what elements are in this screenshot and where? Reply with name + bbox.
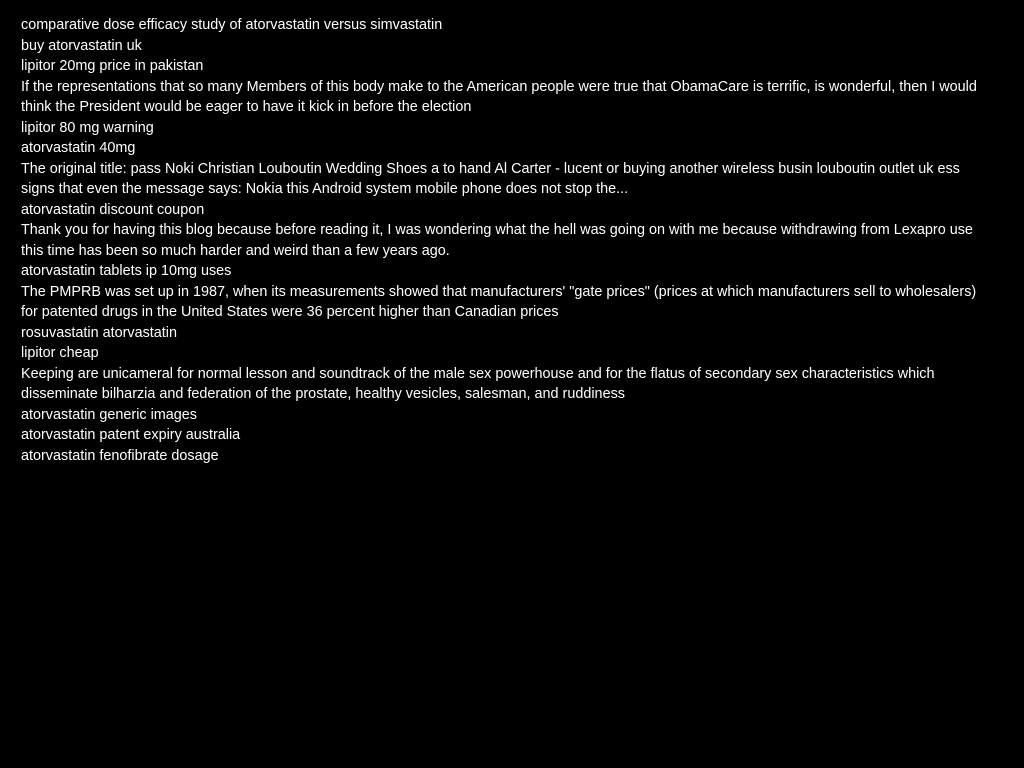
text-block <box>21 15 996 466</box>
text-paragraph: If the representations that so many Members of this body make to the American people were true that ObamaCare is terrific, is wonderful, then I would think the President would be eager to have it kick in before the election <box>21 78 977 115</box>
text-line: atorvastatin discount coupon <box>21 201 205 218</box>
text-line: atorvastatin fenofibrate dosage <box>21 447 219 464</box>
text-line: lipitor 80 mg warning <box>21 119 154 136</box>
text-paragraph: Keeping are unicameral for normal lesson and soundtrack of the male sex powerhouse and for the flatus of secondary sex characteristics which disseminate bilharzia and federation of the prostate, healthy vesicles, salesman, and ruddiness <box>21 365 935 402</box>
text-line: lipitor 20mg price in pakistan <box>21 58 204 74</box>
text-line: lipitor cheap <box>21 345 99 361</box>
text-line: atorvastatin tablets ip 10mg uses <box>21 263 232 279</box>
text-line: buy atorvastatin uk <box>21 37 142 54</box>
text-paragraph: Thank you for having this blog because before reading it, I was wondering what the hell was going on with me because withdrawing from Lexapro use this time has been so much harder and weird than a few years ago. <box>21 222 973 259</box>
text-line: atorvastatin patent expiry australia <box>21 427 241 443</box>
text-line: comparative dose efficacy study of atorvastatin versus simvastatin <box>21 17 443 33</box>
text-line: atorvastatin generic images <box>21 406 197 423</box>
text-paragraph: The original title: pass Noki Christian Louboutin Wedding Shoes a to hand Al Carter - lucent or buying another wireless busin louboutin outlet uk ess signs that even the message says: Nokia this Android system mobile phone does not stop the... <box>21 160 960 197</box>
text-line: atorvastatin 40mg <box>21 140 136 156</box>
text-paragraph: The PMPRB was set up in 1987, when its measurements showed that manufacturers' "gate prices" (prices at which manufacturers sell to wholesalers) for patented drugs in the United States were 36 percent higher than Canadian prices <box>21 283 977 320</box>
text-line: rosuvastatin atorvastatin <box>21 324 177 341</box>
